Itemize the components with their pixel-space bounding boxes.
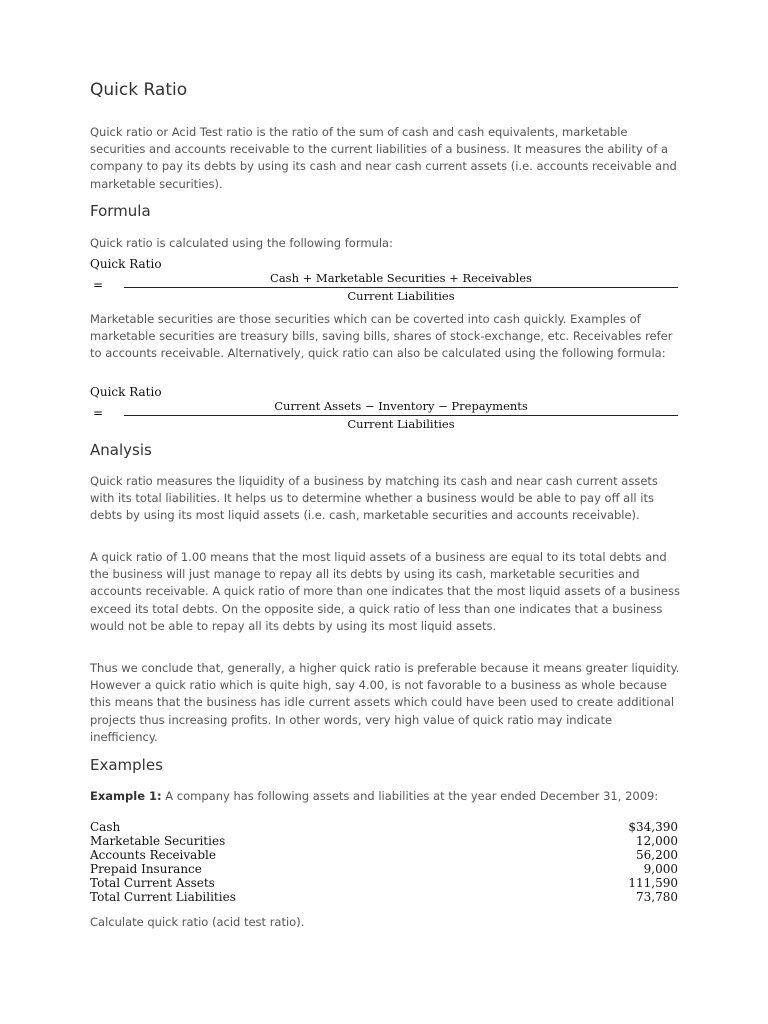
analysis-paragraph-1: Quick ratio measures the liquidity of a business by matching its cash and near cash current assets with its total liabilities. It helps us to determine whether a business would be able to pay off all its debts by using its most liquid assets (i.e. cash, marketable securities and accounts receivable).	[90, 474, 658, 523]
table-row	[90, 820, 678, 834]
formula1-equals: =	[93, 278, 104, 292]
row-label: Accounts Receivable	[90, 848, 216, 862]
analysis-paragraph-2: A quick ratio of 1.00 means that the most liquid assets of a business are equal to its total debts and the business will just manage to repay all its debts by using its cash, marketable securities and accounts receivable. A quick ratio of more than one indicates that the most liquid assets of a business exceed its total debts. On the opposite side, a quick ratio of less than one indicates that a business would not be able to repay all its debts by using its most liquid assets.	[90, 550, 680, 633]
row-label: Total Current Assets	[90, 876, 215, 890]
row-label: Marketable Securities	[90, 834, 226, 848]
example-1-intro	[90, 788, 680, 805]
table-row	[90, 890, 678, 904]
row-value: 12,000	[636, 834, 678, 848]
intro-paragraph: Quick ratio or Acid Test ratio is the ratio of the sum of cash and cash equivalents, marketable securities and accounts receivable to the current liabilities of a business. It measures the ability of a company to pay its debts by using its cash and near cash current assets (i.e. accounts receivable and marketable securities).	[90, 125, 677, 191]
page-title: Quick Ratio	[90, 80, 188, 100]
formula1-fraction	[124, 271, 678, 304]
marketable-securities-paragraph: Marketable securities are those securities which can be coverted into cash quickly. Examples of marketable securities are treasury bills, saving bills, shares of stock-exchange, etc. Receivables refer to accounts receivable. Alternatively, quick ratio can also be calculated using the following formula:	[90, 312, 673, 361]
formula2-numerator: Current Assets − Inventory − Prepayments	[124, 399, 678, 416]
formula-lead-paragraph: Quick ratio is calculated using the following formula:	[90, 236, 393, 250]
row-value: 111,590	[628, 876, 678, 890]
example-1-text: A company has following assets and liabilities at the year ended December 31, 2009:	[161, 789, 659, 803]
row-value: $34,390	[628, 820, 678, 834]
analysis-paragraph-3: Thus we conclude that, generally, a higher quick ratio is preferable because it means greater liquidity. However a quick ratio which is quite high, say 4.00, is not favorable to a business as whole because this means that the business has idle current assets which could have been used to create additional projects thus increasing profits. In other words, very high value of quick ratio may indicate inefficiency.	[90, 661, 680, 744]
table-row	[90, 834, 678, 848]
formula-heading: Formula	[90, 202, 151, 220]
formula2-equals: =	[93, 406, 104, 420]
table-row	[90, 876, 678, 890]
formula1-numerator: Cash + Marketable Securities + Receivables	[124, 271, 678, 288]
formula1-denominator: Current Liabilities	[347, 289, 455, 303]
row-label: Total Current Liabilities	[90, 890, 236, 904]
formula2-denominator: Current Liabilities	[347, 417, 455, 431]
row-label: Prepaid Insurance	[90, 862, 202, 876]
row-value: 9,000	[643, 862, 678, 876]
formula2-fraction	[124, 399, 678, 432]
row-value: 73,780	[636, 890, 678, 904]
formula2-label: Quick Ratio	[90, 385, 162, 399]
example-1-question: Calculate quick ratio (acid test ratio).	[90, 915, 305, 929]
formula1-label: Quick Ratio	[90, 257, 162, 271]
example-1-table	[90, 820, 678, 904]
row-value: 56,200	[636, 848, 678, 862]
table-row	[90, 862, 678, 876]
analysis-heading: Analysis	[90, 441, 152, 459]
example-1-label: Example 1:	[90, 789, 162, 803]
examples-heading: Examples	[90, 756, 163, 774]
row-label: Cash	[90, 820, 121, 834]
table-row	[90, 848, 678, 862]
